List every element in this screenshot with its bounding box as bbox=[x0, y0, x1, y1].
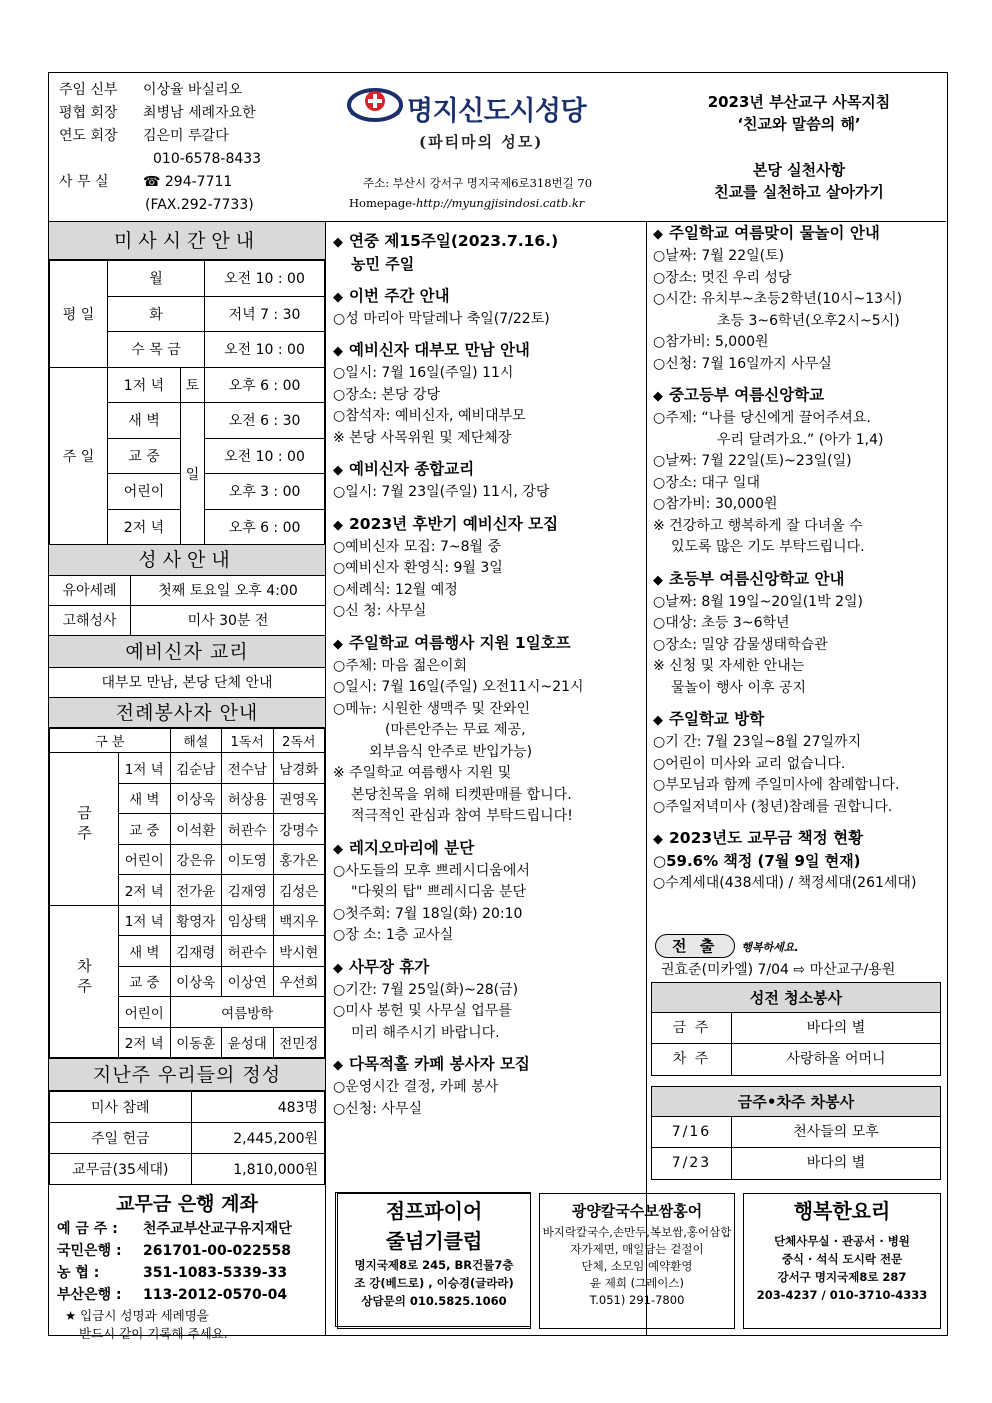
server-name: 박시현 bbox=[273, 936, 325, 967]
mass-time: 오전 10 : 00 bbox=[205, 332, 325, 368]
notice-line: "다윗의 탑" 쁘레시디움 분단 bbox=[351, 884, 526, 900]
notice-line: 농민 주일 bbox=[351, 255, 415, 273]
notice-line: ○59.6% 책정 (7월 9일 현재) bbox=[653, 852, 861, 870]
notice-title-text: 레지오마리에 분단 bbox=[349, 838, 475, 857]
right-notices bbox=[647, 222, 946, 894]
homepage-label: Homepage- bbox=[349, 196, 416, 210]
mass-name: 교 중 bbox=[108, 438, 181, 474]
mass-time: 저녁 7 : 30 bbox=[205, 296, 325, 332]
bank-label: 농 협 : bbox=[57, 1265, 100, 1281]
notice-line: ○주체: 마음 젊은이회 bbox=[333, 657, 468, 674]
notice-line: ○예비신자 모집: 7~8월 중 bbox=[333, 538, 502, 555]
bank-value: 천주교부산교구유지재단 bbox=[143, 1221, 292, 1237]
ad-line: 203-4237 / 010-3710-4333 bbox=[756, 1288, 928, 1302]
notice-title-text: 초등부 여름신앙학교 안내 bbox=[669, 569, 845, 588]
server-name: 백지우 bbox=[273, 905, 325, 936]
notice-block bbox=[327, 458, 646, 504]
notice-title bbox=[653, 568, 940, 592]
ad-line: 강서구 명지국제8로 287 bbox=[777, 1270, 907, 1284]
notice-title-text: 주일학교 방학 bbox=[669, 710, 765, 728]
sacrament-time: 첫째 토요일 오후 4:00 bbox=[158, 583, 298, 599]
bulletin-page bbox=[48, 72, 948, 1341]
server-name: 강명수 bbox=[273, 814, 325, 845]
server-mass: 교 중 bbox=[119, 966, 171, 997]
church-address: 주소: 부산시 강서구 명지국제6로318번길 70 bbox=[363, 176, 593, 190]
diamond-bullet-icon: ◆ bbox=[653, 227, 663, 242]
notice-line: ○기 간: 7월 23일~8월 27일까지 bbox=[653, 734, 862, 750]
server-name: 전수남 bbox=[222, 753, 274, 784]
mass-time: 오전 6 : 30 bbox=[205, 403, 325, 439]
next-week-label bbox=[50, 905, 119, 1058]
transfer-greeting: 행복하세요. bbox=[741, 941, 799, 954]
ad-line: 중식 · 석식 도시락 전문 bbox=[781, 1252, 903, 1266]
ad-line: 명지국제8로 245, BR건물7층 bbox=[354, 1258, 514, 1272]
motto-line-1: 2023년 부산교구 사목지침 bbox=[707, 93, 891, 111]
cleaning-group: 바다의 별 bbox=[806, 1020, 866, 1036]
weekday-label: 평 일 bbox=[50, 261, 108, 368]
server-name: 허관수 bbox=[222, 814, 274, 845]
server-name: 김재영 bbox=[222, 875, 274, 906]
server-mass: 1저 녁 bbox=[119, 905, 171, 936]
diamond-bullet-icon: ◆ bbox=[333, 463, 343, 478]
servers-header: 2독서 bbox=[273, 729, 325, 753]
server-name: 이도영 bbox=[222, 844, 274, 875]
ad-line: 광양칼국수보쌈홍어 bbox=[571, 1202, 703, 1220]
server-name: 전가윤 bbox=[170, 875, 222, 906]
notice-line: ※ 주일학교 여름행사 지원 및 bbox=[333, 765, 512, 781]
notice-line: ○장소: 멋진 우리 성당 bbox=[653, 269, 792, 286]
server-name: 이상연 bbox=[222, 966, 274, 997]
cleaning-title: 성전 청소봉사 bbox=[652, 983, 940, 1013]
ad-happy-cooking bbox=[743, 1193, 941, 1329]
notice-title bbox=[333, 458, 640, 482]
server-name: 홍가온 bbox=[273, 844, 325, 875]
offering-label: 주일 헌금 bbox=[50, 1123, 192, 1154]
server-name: 허관수 bbox=[222, 936, 274, 967]
server-name: 임상택 bbox=[222, 905, 274, 936]
diamond-bullet-icon: ◆ bbox=[333, 636, 343, 652]
notice-line: ○주일저녁미사 (청년)참례를 권합니다. bbox=[653, 798, 893, 815]
ad-kalguksu-restaurant bbox=[539, 1193, 735, 1329]
ad-line: 점프파이어 bbox=[385, 1199, 483, 1223]
tea-group: 천사들의 모후 bbox=[793, 1124, 879, 1140]
transfer-line: 권효준(미카엘) 7/04 ⇨ 마산교구/용원 bbox=[661, 962, 896, 978]
notice-line: ○대상: 초등 3~6학년 bbox=[653, 615, 790, 631]
ad-line: 자가제면, 매일담는 겉절이 bbox=[570, 1242, 704, 1256]
server-name: 권영옥 bbox=[273, 783, 325, 814]
notice-line: ○메뉴: 시원한 생맥주 및 잔와인 bbox=[333, 700, 531, 717]
council-name: 최병남 세례자요한 bbox=[143, 105, 256, 121]
cleaning-table bbox=[651, 982, 941, 1076]
office-label: 사 무 실 bbox=[59, 174, 109, 190]
server-mass: 교 중 bbox=[119, 814, 171, 845]
mass-name: 어린이 bbox=[108, 474, 181, 510]
sacrament-name: 유아세례 bbox=[49, 576, 131, 605]
mass-day: 월 bbox=[108, 261, 205, 297]
notice-line: (마른안주는 무료 제공, bbox=[385, 722, 526, 738]
mass-name: 2저 녁 bbox=[108, 509, 181, 545]
server-name: 강은유 bbox=[170, 844, 222, 875]
offering-table bbox=[49, 1091, 325, 1185]
notice-line: 있도록 많은 기도 부탁드립니다. bbox=[671, 539, 865, 555]
catechumen-title: 예비신자 교리 bbox=[49, 636, 325, 668]
notice-line: ○세례식: 12월 예정 bbox=[333, 581, 458, 598]
ad-line: 윤 제희 (그레이스) bbox=[589, 1276, 685, 1290]
notice-line: ○운영시간 결정, 카페 봉사 bbox=[333, 1079, 499, 1095]
notice-line: 초등 3~6학년(오후2시~5시) bbox=[717, 312, 900, 329]
notice-line: 적극적인 관심과 참여 부탁드립니다! bbox=[351, 808, 573, 824]
church-name: 명지신도시성당 bbox=[407, 96, 587, 127]
sacrament-time: 미사 30분 전 bbox=[187, 613, 269, 629]
ad-line: 조 강(베드로) , 이승경(글라라) bbox=[354, 1276, 514, 1290]
notice-line: ○첫주회: 7월 18일(화) 20:10 bbox=[333, 905, 523, 922]
notice-title-text: 중고등부 여름신앙학교 bbox=[669, 386, 825, 404]
sacrament-row bbox=[49, 576, 325, 606]
pastor-label: 주임 신부 bbox=[59, 82, 118, 98]
mass-time: 오전 10 : 00 bbox=[205, 438, 325, 474]
saturday-mark: 토 bbox=[181, 367, 205, 403]
notice-line: ○시간: 유치부~초등2학년(10시~13시) bbox=[653, 291, 903, 307]
practice-line-1: 본당 실천사항 bbox=[752, 161, 846, 179]
diamond-bullet-icon: ◆ bbox=[653, 572, 663, 588]
sunday-label: 주 일 bbox=[50, 367, 108, 545]
tea-service-table bbox=[651, 1086, 941, 1180]
servers-title: 전례봉사자 안내 bbox=[49, 698, 325, 728]
bank-title: 교무금 은행 계좌 bbox=[116, 1193, 258, 1215]
tea-group: 바다의 별 bbox=[806, 1155, 866, 1171]
ad-line: 행복한요리 bbox=[793, 1199, 891, 1223]
notice-block bbox=[327, 339, 646, 449]
server-mass: 새 벽 bbox=[119, 783, 171, 814]
notice-block bbox=[647, 827, 946, 894]
notice-line: ○장소: 대구 일대 bbox=[653, 474, 760, 491]
diamond-bullet-icon: ◆ bbox=[333, 517, 343, 533]
notice-line: ※ 본당 사목위원 및 제단체장 bbox=[333, 429, 512, 446]
notice-block bbox=[647, 222, 946, 375]
offering-value: 483명 bbox=[191, 1092, 324, 1123]
ad-line: T.051) 291-7800 bbox=[589, 1293, 685, 1307]
summer-break-cell: 여름방학 bbox=[170, 997, 325, 1028]
mass-times-title: 미사시간안내 bbox=[49, 222, 325, 260]
office-phone: ☎ 294-7711 bbox=[143, 174, 233, 190]
diamond-bullet-icon: ◆ bbox=[333, 841, 343, 857]
server-mass: 어린이 bbox=[119, 844, 171, 875]
notice-line: ○주제: “나를 당신에게 끌어주셔요. bbox=[653, 410, 871, 426]
notice-line: ○미사 봉헌 및 사무실 업무를 bbox=[333, 1003, 512, 1019]
notice-line: ○날짜: 7월 22일(토)~23일(일) bbox=[653, 453, 852, 469]
ad-line: 줄넘기클럽 bbox=[385, 1229, 483, 1253]
server-name: 전민정 bbox=[273, 1027, 325, 1058]
this-week-text: 금 주 bbox=[75, 805, 93, 841]
catechumen-line: 대부모 만남, 본당 단체 안내 bbox=[49, 668, 325, 698]
bank-value: 113-2012-0570-04 bbox=[143, 1287, 288, 1303]
bank-value: 351-1083-5339-33 bbox=[143, 1265, 288, 1281]
offering-value: 1,810,000원 bbox=[191, 1154, 324, 1185]
prayer-phone: 010-6578-8433 bbox=[153, 151, 262, 167]
notice-line: ○예비신자 환영식: 9월 3일 bbox=[333, 560, 503, 576]
notice-line: ○사도들의 모후 쁘레시디움에서 bbox=[333, 862, 530, 879]
notice-line: ○날짜: 8월 19일~20일(1박 2일) bbox=[653, 593, 863, 610]
mass-time: 오후 6 : 00 bbox=[205, 367, 325, 403]
mass-name: 새 벽 bbox=[108, 403, 181, 439]
mass-time: 오전 10 : 00 bbox=[205, 261, 325, 297]
server-name: 남경화 bbox=[273, 753, 325, 784]
next-week-text: 차 주 bbox=[75, 957, 93, 993]
server-name: 김성은 bbox=[273, 875, 325, 906]
server-mass: 2저 녁 bbox=[119, 1027, 171, 1058]
church-emblem-icon bbox=[347, 87, 403, 127]
notice-line: ○장소: 본당 강당 bbox=[333, 386, 440, 403]
notice-title bbox=[333, 339, 640, 363]
notice-title bbox=[653, 222, 940, 246]
server-name: 황영자 bbox=[170, 905, 222, 936]
mass-time: 오후 3 : 00 bbox=[205, 474, 325, 510]
tea-date: 7/23 bbox=[652, 1148, 732, 1179]
notice-line: 외부음식 안주로 반입가능) bbox=[369, 743, 533, 760]
diocese-motto bbox=[661, 91, 937, 203]
notice-line: ○참석자: 예비신자, 예비대부모 bbox=[333, 408, 526, 424]
servers-table bbox=[49, 728, 325, 1058]
notice-line: ○신청: 7월 16일까지 사무실 bbox=[653, 355, 832, 372]
tea-date: 7/16 bbox=[652, 1117, 732, 1147]
diamond-bullet-icon: ◆ bbox=[653, 713, 663, 728]
notice-title bbox=[333, 285, 640, 309]
notice-line: ○성 마리아 막달레나 축일(7/22토) bbox=[333, 310, 550, 327]
notice-block bbox=[327, 230, 646, 276]
pastor-name: 이상율 바실리오 bbox=[143, 82, 243, 98]
bank-value: 261701-00-022558 bbox=[143, 1243, 291, 1259]
notice-line: 본당친목을 위해 티켓판매를 합니다. bbox=[351, 786, 572, 803]
notice-block bbox=[327, 837, 646, 947]
bank-label: 부산은행 : bbox=[57, 1287, 122, 1303]
diamond-bullet-icon: ◆ bbox=[653, 389, 663, 404]
ad-jumpfire-club bbox=[337, 1193, 531, 1329]
middle-notices bbox=[327, 222, 646, 1120]
notice-title-text: 다목적홀 카페 봉사자 모집 bbox=[349, 1055, 530, 1073]
diamond-bullet-icon: ◆ bbox=[333, 344, 343, 359]
server-mass: 새 벽 bbox=[119, 936, 171, 967]
notice-line: ○일시: 7월 16일(주일) 11시 bbox=[333, 365, 514, 381]
church-address-block bbox=[349, 173, 649, 213]
notice-title bbox=[333, 837, 640, 861]
notice-block bbox=[327, 956, 646, 1045]
practice-line-2: 친교를 실천하고 살아가기 bbox=[714, 183, 884, 201]
notice-line: 물놀이 행사 이후 공지 bbox=[671, 679, 807, 696]
ad-line: 상담문의 010.5825.1060 bbox=[361, 1294, 507, 1308]
notice-block bbox=[327, 513, 646, 623]
server-name: 김순남 bbox=[170, 753, 222, 784]
notice-line: ○장 소: 1층 교사실 bbox=[333, 927, 454, 943]
mass-times-table bbox=[49, 260, 325, 545]
server-name: 이석환 bbox=[170, 814, 222, 845]
diamond-bullet-icon: ◆ bbox=[653, 832, 663, 847]
council-label: 평협 회장 bbox=[59, 105, 118, 121]
mass-day: 수 목 금 bbox=[108, 332, 205, 368]
ad-line: 단체, 소모임 예약환영 bbox=[581, 1259, 693, 1273]
tea-title: 금주•차주 차봉사 bbox=[652, 1087, 940, 1117]
notice-title bbox=[333, 230, 640, 254]
notice-block bbox=[647, 568, 946, 700]
notice-title bbox=[333, 1053, 640, 1077]
notice-title-text: 주일학교 여름행사 지원 1일호프 bbox=[349, 633, 571, 652]
notice-line: ○신청: 사무실 bbox=[333, 1100, 423, 1117]
notice-line: ○부모님과 함께 주일미사에 참례합니다. bbox=[653, 777, 900, 793]
sacrament-row bbox=[49, 606, 325, 636]
cleaning-week: 금 주 bbox=[652, 1013, 732, 1043]
notice-title-text: 2023년 후반기 예비신자 모집 bbox=[349, 514, 559, 533]
offering-label: 교무금(35세대) bbox=[50, 1154, 192, 1185]
notice-line: ○어린이 미사와 교리 없습니다. bbox=[653, 755, 846, 772]
mass-time: 오후 6 : 00 bbox=[205, 509, 325, 545]
church-patron: (파티마의 성모) bbox=[419, 133, 544, 151]
notice-title-text: 예비신자 종합교리 bbox=[349, 460, 475, 478]
notice-line: 미리 해주시기 바랍니다. bbox=[351, 1024, 500, 1041]
notice-title bbox=[333, 956, 640, 980]
notice-line: ○장소: 밀양 감물생태학습관 bbox=[653, 636, 828, 653]
middle-column bbox=[327, 222, 647, 1335]
notice-title-text: 예비신자 대부모 만남 안내 bbox=[349, 341, 530, 359]
servers-header: 1독서 bbox=[222, 729, 274, 753]
ad-line: 바지락칼국수,손만두,복보쌈,홍어삼합 bbox=[542, 1225, 732, 1239]
diamond-bullet-icon: ◆ bbox=[333, 235, 343, 250]
notice-block bbox=[327, 1053, 646, 1120]
server-mass: 1저 녁 bbox=[119, 753, 171, 784]
server-name: 이상욱 bbox=[170, 783, 222, 814]
notice-title-text: 사무장 휴가 bbox=[349, 957, 430, 976]
notice-line: ○날짜: 7월 22일(토) bbox=[653, 248, 785, 264]
bank-label: 예 금 주 : bbox=[57, 1221, 118, 1237]
server-name: 이상욱 bbox=[170, 966, 222, 997]
motto-line-2: ‘친교와 말씀의 해’ bbox=[737, 115, 861, 133]
notice-title-text: 이번 주간 안내 bbox=[349, 286, 450, 305]
notice-line: ○일시: 7월 16일(주일) 오전11시~21시 bbox=[333, 679, 584, 695]
server-name: 우선희 bbox=[273, 966, 325, 997]
notice-title bbox=[333, 513, 640, 537]
notice-block bbox=[327, 285, 646, 331]
server-name: 김재령 bbox=[170, 936, 222, 967]
sacrament-name: 고해성사 bbox=[49, 606, 131, 635]
notice-line: ○참가비: 30,000원 bbox=[653, 496, 778, 512]
notice-title-text: 주일학교 여름맞이 물놀이 안내 bbox=[669, 224, 880, 242]
notice-line: 우리 달려가요.” (아가 1,4) bbox=[717, 431, 884, 448]
server-name: 이동훈 bbox=[170, 1027, 222, 1058]
notice-title bbox=[653, 827, 940, 851]
notice-block bbox=[327, 632, 646, 828]
diamond-bullet-icon: ◆ bbox=[333, 1058, 343, 1073]
diamond-bullet-icon: ◆ bbox=[333, 960, 343, 976]
cleaning-group: 사랑하올 어머니 bbox=[786, 1051, 886, 1067]
server-mass: 2저 녁 bbox=[119, 875, 171, 906]
notice-block bbox=[647, 384, 946, 559]
bank-accounts bbox=[49, 1185, 325, 1346]
notice-line: ※ 건강하고 행복하게 잘 다녀올 수 bbox=[653, 517, 863, 534]
transfer-block bbox=[655, 934, 943, 982]
office-fax: (FAX.292-7733) bbox=[145, 197, 254, 213]
bank-label: 국민은행 : bbox=[57, 1243, 122, 1259]
this-week-label bbox=[50, 753, 119, 906]
homepage-link[interactable]: http://myungjisindosi.catb.kr bbox=[415, 196, 585, 210]
notice-title-text: 2023년도 교무금 책정 현황 bbox=[669, 829, 864, 847]
offering-title: 지난주 우리들의 정성 bbox=[49, 1058, 325, 1091]
right-column bbox=[647, 222, 946, 1335]
cleaning-week: 차 주 bbox=[652, 1044, 732, 1075]
transfer-pill: 전 출 bbox=[655, 934, 735, 958]
notice-title bbox=[653, 708, 940, 732]
notice-title bbox=[333, 632, 640, 656]
prayer-label: 연도 회장 bbox=[59, 128, 118, 144]
notice-title bbox=[653, 384, 940, 408]
notice-title-text: 연중 제15주일(2023.7.16.) bbox=[349, 232, 559, 250]
notice-block bbox=[647, 708, 946, 818]
mass-day: 화 bbox=[108, 296, 205, 332]
sunday-mark: 일 bbox=[181, 403, 205, 545]
servers-header: 구 분 bbox=[50, 729, 171, 753]
notice-line: ○참가비: 5,000원 bbox=[653, 334, 769, 350]
server-name: 윤성대 bbox=[222, 1027, 274, 1058]
sacrament-title: 성사안내 bbox=[49, 545, 325, 576]
bank-note-2: 반드시 같이 기록해 주세요. bbox=[79, 1326, 228, 1341]
left-column bbox=[49, 222, 326, 1341]
notice-line: ※ 신청 및 자세한 안내는 bbox=[653, 658, 805, 674]
server-mass: 어린이 bbox=[119, 997, 171, 1028]
staff-info bbox=[59, 79, 329, 217]
servers-header: 해설 bbox=[170, 729, 222, 753]
notice-line: ○기간: 7월 25일(화)~28(금) bbox=[333, 981, 519, 998]
bank-note-1: ★ 입금시 성명과 세례명을 bbox=[65, 1308, 209, 1323]
notice-line: ○일시: 7월 23일(주일) 11시, 강당 bbox=[333, 484, 550, 500]
notice-line: ○수계세대(438세대) / 책정세대(261세대) bbox=[653, 874, 917, 891]
offering-value: 2,445,200원 bbox=[191, 1123, 324, 1154]
server-name: 허상용 bbox=[222, 783, 274, 814]
ad-line: 단체사무실 · 관공서 · 병원 bbox=[774, 1234, 910, 1248]
mass-name: 1저 녁 bbox=[108, 367, 181, 403]
diamond-bullet-icon: ◆ bbox=[333, 289, 343, 305]
header bbox=[49, 73, 946, 222]
notice-line: ○신 청: 사무실 bbox=[333, 603, 427, 619]
prayer-name: 김은미 루갈다 bbox=[143, 128, 229, 144]
offering-label: 미사 참례 bbox=[50, 1092, 192, 1123]
